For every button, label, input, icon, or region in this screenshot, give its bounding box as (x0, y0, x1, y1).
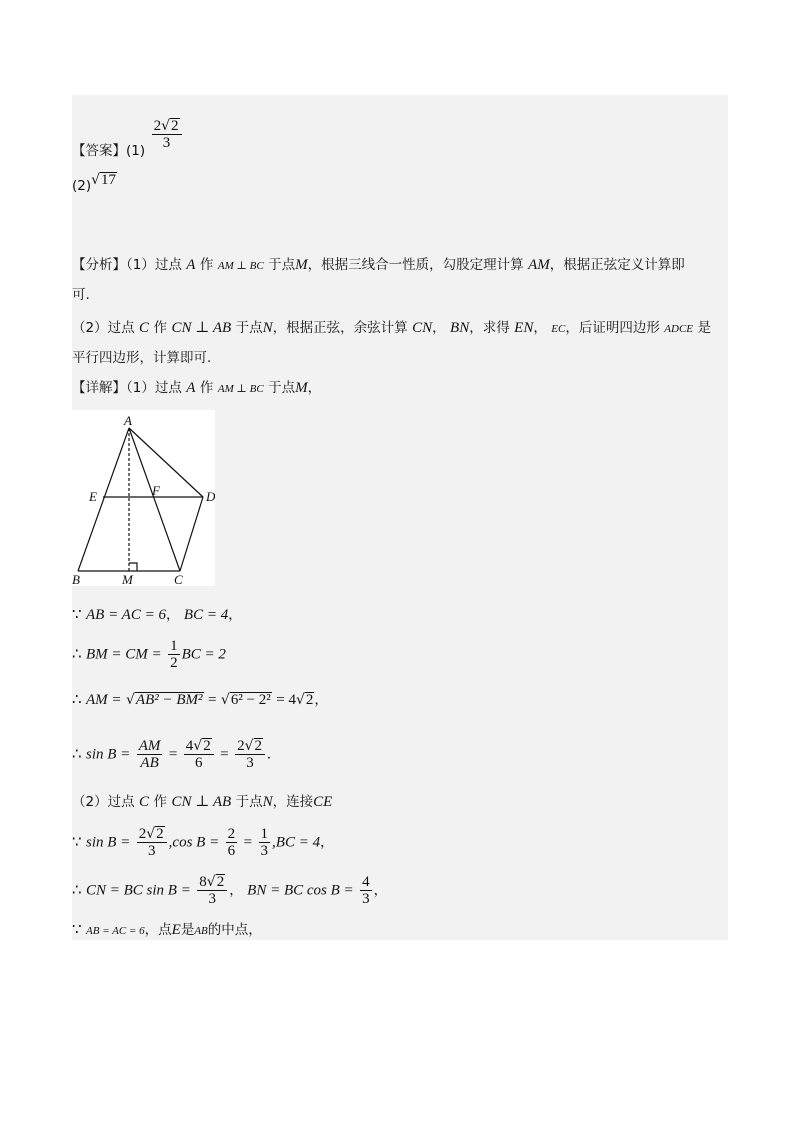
detail-line-2: （2）过点 C 作 CN ⊥ AB 于点N，连接CE (72, 794, 333, 810)
step-6: ∴ CN = BC sin B = $\frac{8√2}{3}$ ， BN = BC cos B = $\frac{4}{3}$ ， (72, 874, 388, 907)
answer-2-radicand: 17 (101, 172, 117, 188)
step-5: ∵ sin B = $\frac{2√2}{3}$ ,cos B = $\frac{2}{6}$ = $\frac{1}{3}$ ,BC = 4， (72, 826, 334, 859)
label-A: A (124, 413, 132, 428)
detail-line-1: 【详解】（1）过点 A 作 AM ⊥ BC 于点M， (72, 380, 322, 396)
step-1: ∵ AB = AC = 6， BC = 4， (72, 607, 242, 623)
answer-label: 【答案】 (72, 143, 126, 159)
label-F: F (152, 483, 160, 498)
answer-line-2: (2)√17 (72, 172, 117, 194)
analysis-line-4: 平行四边形，计算即可. (72, 350, 212, 366)
step-3: ∴ AM = √AB² − BM² = √6² − 2² = 4√2， (72, 692, 328, 708)
step-7: ∵ AB = AC = 6，点E是AB的中点， (72, 922, 262, 938)
analysis-line-1: 【分析】（1）过点 A 作 AM ⊥ BC 于点M，根据三线合一性质，勾股定理计算 AM，根据正弦定义计算即 (72, 257, 685, 273)
analysis-line-3: （2）过点 C 作 CN ⊥ AB 于点N，根据正弦，余弦计算 CN， BN，求得 EN， EC，后证明四边形 ADCE 是 (72, 320, 711, 336)
label-D: D (206, 489, 215, 504)
analysis-line-2: 可. (72, 287, 90, 303)
label-M: M (122, 572, 133, 586)
step-2: ∴ BM = CM = $\frac{1}{2}$ BC = 2 (72, 638, 226, 671)
part-2-label: (2) (72, 178, 92, 194)
label-C: C (174, 572, 183, 586)
part-1-label: (1) (126, 143, 146, 159)
label-E: E (89, 489, 97, 504)
answer-line-1 (72, 118, 184, 159)
label-B: B (72, 572, 80, 586)
triangle-diagram (72, 410, 215, 586)
step-4: ∴ sin B = $\frac{AM}{AB}$ = $\frac{4√2}{6}$ = $\frac{2√2}{3}$ . (72, 738, 271, 771)
answer-1-fraction: $\frac{2√2}{3}$ (152, 118, 182, 151)
geometry-figure (72, 410, 215, 586)
